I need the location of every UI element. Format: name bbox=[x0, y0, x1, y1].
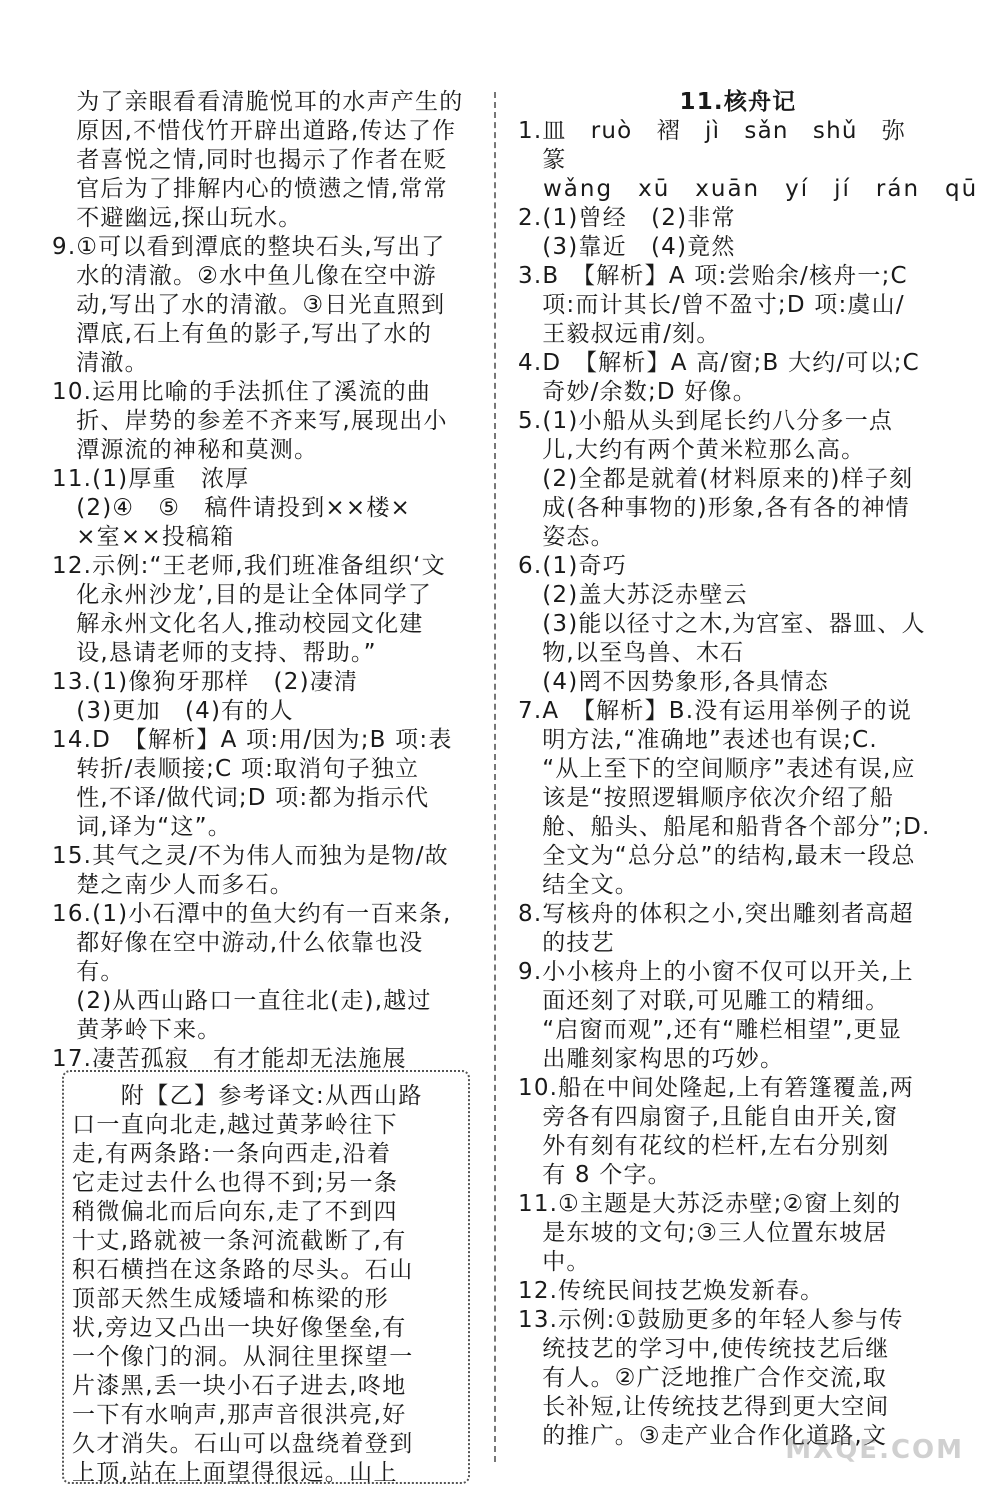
answer-line: 潭底,石上有鱼的影子,写出了水的 bbox=[52, 321, 433, 347]
answer-line: 13.示例:①鼓励更多的年轻人参与传 bbox=[518, 1307, 904, 1333]
right-column bbox=[518, 88, 979, 1451]
answer-line: 2.(1)曾经 (2)非常 bbox=[518, 205, 736, 231]
answer-line: 11.①主题是大苏泛赤壁;②窗上刻的 bbox=[518, 1191, 902, 1217]
answer-line: (2)从西山路口一直往北(走),越过 bbox=[52, 988, 432, 1014]
answer-line: 6.(1)奇巧 bbox=[518, 553, 627, 579]
answer-line: 黄茅岭下来。 bbox=[52, 1017, 222, 1043]
translation-note-text bbox=[72, 1082, 467, 1488]
answer-line: 3.B 【解析】A 项:尝贻余/核舟一;C bbox=[518, 263, 908, 289]
answer-line: (2)全都是就着(材料原来的)样子刻 bbox=[518, 466, 914, 492]
answer-line: 楚之南少人而多石。 bbox=[52, 872, 294, 898]
site-watermark: MXQE.COM bbox=[785, 1435, 964, 1465]
answer-line: 13.(1)像狗牙那样 (2)凄清 bbox=[52, 669, 359, 695]
answer-line: 清澈。 bbox=[52, 350, 149, 376]
answer-line: “启窗而观”,还有“雕栏相望”,更显 bbox=[518, 1017, 903, 1043]
translation-line: 片漆黑,丢一块小石子进去,咚地 bbox=[72, 1373, 407, 1399]
translation-line: 积石横挡在这条路的尽头。石山 bbox=[72, 1257, 414, 1283]
answer-line: (2)盖大苏泛赤壁云 bbox=[518, 582, 748, 608]
answer-line: 不避幽远,探山玩水。 bbox=[52, 205, 303, 231]
translation-line: 它走过去什么也得不到;另一条 bbox=[72, 1170, 399, 1196]
answer-line: 的技艺 bbox=[518, 930, 615, 956]
answer-line: 外有刻有花纹的栏杆,左右分别刻 bbox=[518, 1133, 890, 1159]
answer-line: 7.A 【解析】B.没有运用举例子的说 bbox=[518, 698, 913, 724]
translation-line: 状,旁边又凸出一块好像堡垒,有 bbox=[72, 1315, 407, 1341]
translation-line: 顶部天然生成矮墙和栋梁的形 bbox=[72, 1286, 390, 1312]
answer-line: 11.(1)厚重 浓厚 bbox=[52, 466, 250, 492]
answer-line: (3)靠近 (4)竟然 bbox=[518, 234, 736, 260]
answer-line: “从上至下的空间顺序”表述有误,应 bbox=[518, 756, 916, 782]
translation-line: 一下有水响声,那声音很洪亮,好 bbox=[72, 1402, 407, 1428]
answer-line: 旁各有四扇窗子,且能自由开关,窗 bbox=[518, 1104, 899, 1130]
answer-line: 原因,不惜伐竹开辟出道路,传达了作 bbox=[52, 118, 457, 144]
answer-line: 统技艺的学习中,使传统技艺后继 bbox=[518, 1336, 890, 1362]
section-title: 11.核舟记 bbox=[679, 89, 797, 115]
answer-line: 12.传统民间技艺焕发新春。 bbox=[518, 1278, 825, 1304]
answer-line: 性,不译/做代词;D 项:都为指示代 bbox=[52, 785, 430, 811]
translation-line: 十丈,路就被一条河流截断了,有 bbox=[72, 1228, 407, 1254]
answer-line: 10.运用比喻的手法抓住了溪流的曲 bbox=[52, 379, 431, 405]
answer-line: 出雕刻家构思的巧妙。 bbox=[518, 1046, 785, 1072]
answer-line: 折、岸势的参差不齐来写,展现出小 bbox=[52, 408, 448, 434]
answer-line: 者喜悦之情,同时也揭示了作者在贬 bbox=[52, 147, 448, 173]
answer-line: 儿,大约有两个黄米粒那么高。 bbox=[518, 437, 866, 463]
answer-line: 转折/表顺接;C 项:取消句子独立 bbox=[52, 756, 420, 782]
answer-line: 长补短,让传统技艺得到更大空间 bbox=[518, 1394, 890, 1420]
translation-line: 久才消失。石山可以盘绕着登到 bbox=[72, 1431, 414, 1457]
answer-line: 结全文。 bbox=[518, 872, 639, 898]
answer-line: wǎng xū xuān yí jí rán qū bbox=[518, 176, 979, 202]
answer-line: 成(各种事物的)形象,各有各的神情 bbox=[518, 495, 910, 521]
answer-line: (3)更加 (4)有的人 bbox=[52, 698, 294, 724]
answer-line: 有人。②广泛地推广合作交流,取 bbox=[518, 1365, 888, 1391]
answer-line: 10.船在中间处隆起,上有箬篷覆盖,两 bbox=[518, 1075, 914, 1101]
answer-line: 解永州文化名人,推动校园文化建 bbox=[52, 611, 424, 637]
answer-line: 的推广。③走产业合作化道路,文 bbox=[518, 1423, 888, 1449]
answer-line: 有。 bbox=[52, 959, 125, 985]
answer-line: 篆 bbox=[518, 147, 567, 173]
answer-line: 化永州沙龙’,目的是让全体同学了 bbox=[52, 582, 433, 608]
answer-line: ×室××投稿箱 bbox=[52, 524, 235, 550]
left-column bbox=[52, 88, 477, 1074]
answer-line: 为了亲眼看看清脆悦耳的水声产生的 bbox=[52, 89, 464, 115]
answer-line: 水的清澈。②水中鱼儿像在空中游 bbox=[52, 263, 437, 289]
answer-line: 12.示例:“王老师,我们班准备组织‘文 bbox=[52, 553, 446, 579]
answer-line: 设,恳请老师的支持、帮助。” bbox=[52, 640, 377, 666]
answer-line: 14.D 【解析】A 项:用/因为;B 项:表 bbox=[52, 727, 453, 753]
translation-line: 上顶,站在上面望得很远。山上 bbox=[72, 1460, 398, 1486]
answer-line: 15.其气之灵/不为伟人而独为是物/故 bbox=[52, 843, 449, 869]
translation-line: 一个像门的洞。从洞往里探望一 bbox=[72, 1344, 414, 1370]
answer-line: 4.D 【解析】A 高/窗;B 大约/可以;C bbox=[518, 350, 920, 376]
answer-line: 词,译为“这”。 bbox=[52, 814, 232, 840]
column-divider bbox=[494, 92, 496, 1462]
answer-line: 有 8 个字。 bbox=[518, 1162, 672, 1188]
answer-line: 动,写出了水的清澈。③日光直照到 bbox=[52, 292, 446, 318]
answer-line: 潭源流的神秘和莫测。 bbox=[52, 437, 319, 463]
answer-line: 8.写核舟的体积之小,突出雕刻者高超 bbox=[518, 901, 914, 927]
answer-line: (2)④ ⑤ 稿件请投到××楼× bbox=[52, 495, 412, 521]
answer-line: 明方法,“准确地”表述也有误;C. bbox=[518, 727, 878, 753]
answer-line: 物,以至鸟兽、木石 bbox=[518, 640, 745, 666]
answer-line: 全文为“总分总”的结构,最末一段总 bbox=[518, 843, 916, 869]
answer-line: 姿态。 bbox=[518, 524, 615, 550]
answer-line: 官后为了排解内心的愤懑之情,常常 bbox=[52, 176, 448, 202]
translation-line: 口一直向北走,越过黄茅岭往下 bbox=[72, 1112, 398, 1138]
answer-line: 该是“按照逻辑顺序依次介绍了船 bbox=[518, 785, 895, 811]
answer-line: 1.皿 ruò 褶 jì sǎn shǔ 弥 bbox=[518, 118, 907, 144]
answer-line: (4)罔不因势象形,各具情态 bbox=[518, 669, 829, 695]
answer-line: 17.凄苦孤寂 有才能却无法施展 bbox=[52, 1046, 407, 1072]
answer-line: 16.(1)小石潭中的鱼大约有一百来条, bbox=[52, 901, 452, 927]
answer-line: 项:而计其长/曾不盈寸;D 项:虞山/ bbox=[518, 292, 905, 318]
answer-line: 奇妙/余数;D 好像。 bbox=[518, 379, 757, 405]
answer-line: 面还刻了对联,可见雕工的精细。 bbox=[518, 988, 890, 1014]
answer-line: 王毅叔远甫/刻。 bbox=[518, 321, 721, 347]
translation-line: 稍微偏北而后向东,走了不到四 bbox=[72, 1199, 398, 1225]
answer-line: 5.(1)小船从头到尾长约八分多一点 bbox=[518, 408, 894, 434]
answer-line: 是东坡的文句;③三人位置东坡居 bbox=[518, 1220, 888, 1246]
answer-line: (3)能以径寸之木,为宫室、器皿、人 bbox=[518, 611, 926, 637]
answer-line: 舱、船头、船尾和船背各个部分”;D. bbox=[518, 814, 931, 840]
translation-line: 附【乙】参考译文:从西山路 bbox=[72, 1083, 423, 1109]
answer-line: 都好像在空中游动,什么依靠也没 bbox=[52, 930, 424, 956]
answer-line: 9.①可以看到潭底的整块石头,写出了 bbox=[52, 234, 446, 260]
answer-line: 9.小小核舟上的小窗不仅可以开关,上 bbox=[518, 959, 914, 985]
translation-line: 走,有两条路:一条向西走,沿着 bbox=[72, 1141, 392, 1167]
answer-line: 中。 bbox=[518, 1249, 591, 1275]
translation-note-box bbox=[62, 1070, 470, 1484]
